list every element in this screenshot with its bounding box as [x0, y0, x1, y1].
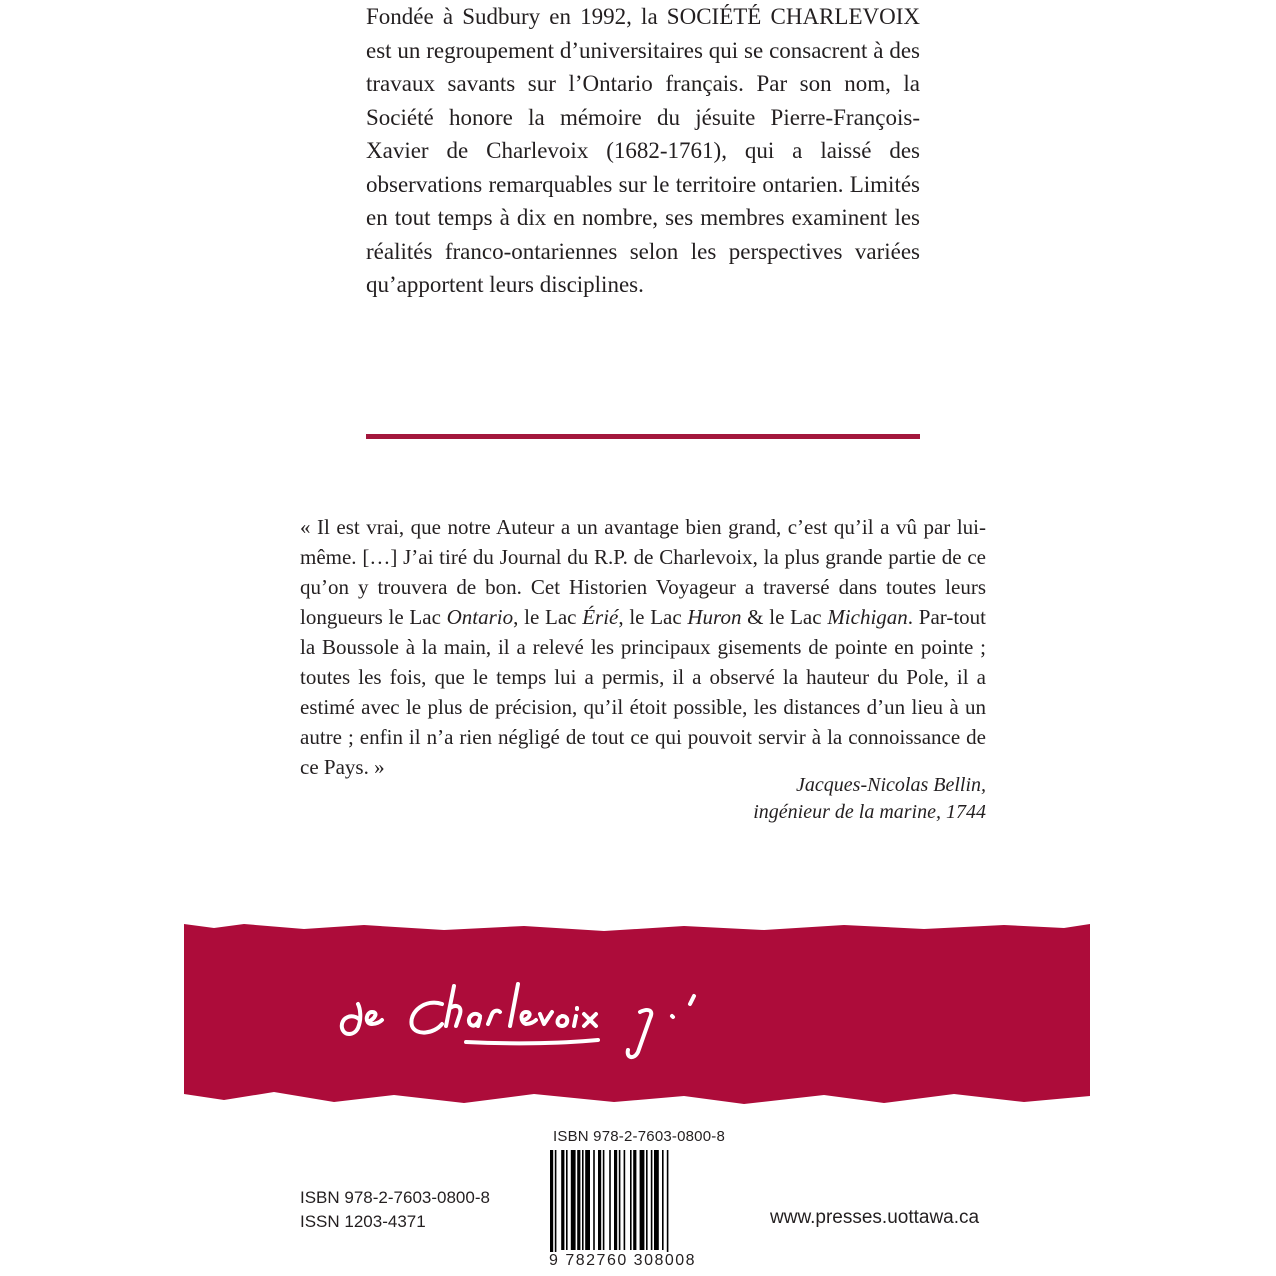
bellin-quote — [300, 512, 986, 782]
society-name: SOCIÉTÉ CHARLEVOIX — [666, 4, 920, 29]
attribution-role: ingénieur de la marine, 1744 — [753, 801, 986, 823]
lake-huron: Huron — [687, 605, 742, 629]
attribution-name: Jacques-Nicolas Bellin, — [796, 774, 986, 796]
lake-michigan: Michigan — [827, 605, 908, 629]
lake-ontario: Ontario — [446, 605, 514, 629]
isbn-number: ISBN 978-2-7603-0800-8 — [300, 1188, 490, 1207]
section-divider — [366, 434, 920, 439]
quote-segment: & le Lac — [741, 605, 828, 629]
quote-text — [300, 512, 986, 782]
barcode-digits: 9 782760 308008 — [549, 1252, 697, 1269]
quote-segment: . Par-tout la Boussole à la main, il a relevé les principaux gisements de pointe en pointe ; toutes les fois, que le temps lui a permis, il a observé la hauteur du Pole, il a estimé avec le plus de précision, qu’il étoit possible, les distances d’un lieu à un autre ; enfin il n’a rien négligé de tout ce qui pouvoit servir à la connoissance de ce Pays. » — [300, 605, 987, 779]
intro-part-1: Fondée à Sudbury en 1992, la — [366, 4, 667, 29]
quote-segment: « Il est vrai, que notre Auteur a un avantage bien grand, c’est qu’il a vû par lui-même. […] J’ai tiré du Journal du R.P. de Charlevoix, la plus grande partie de ce qu’on y trouvera de bon. Cet Historien Voyageur a traversé dans toutes leurs longueurs le Lac — [300, 515, 986, 629]
quote-segment: , le Lac — [513, 605, 583, 629]
signature-band — [184, 924, 1090, 1106]
charlevoix-signature — [184, 924, 1090, 1106]
lake-erie: Érié — [582, 605, 619, 629]
society-description — [366, 0, 920, 302]
book-identifiers — [300, 1186, 490, 1234]
publisher-website[interactable]: www.presses.uottawa.ca — [770, 1207, 980, 1228]
society-description-text — [366, 0, 920, 302]
quote-segment: , le Lac — [618, 605, 688, 629]
issn-number: ISSN 1203-4371 — [300, 1212, 426, 1231]
isbn-barcode — [550, 1150, 710, 1258]
quote-attribution — [600, 772, 986, 826]
intro-part-2: est un regroupement d’universitaires qui se consacrent à des travaux savants sur l’Ontario français. Par son nom, la Société honore la mémoire du jésuite Pierre-François-Xavier de Charlevoix (1682-1761), qui a laissé des observations remarquables sur le territoire ontarien. Limités en tout temps à dix en nombre, ses membres examinent les réalités franco-ontariennes selon les perspectives variées qu’apportent leurs disciplines. — [366, 37, 920, 297]
barcode-isbn-label: ISBN 978-2-7603-0800-8 — [553, 1128, 726, 1145]
